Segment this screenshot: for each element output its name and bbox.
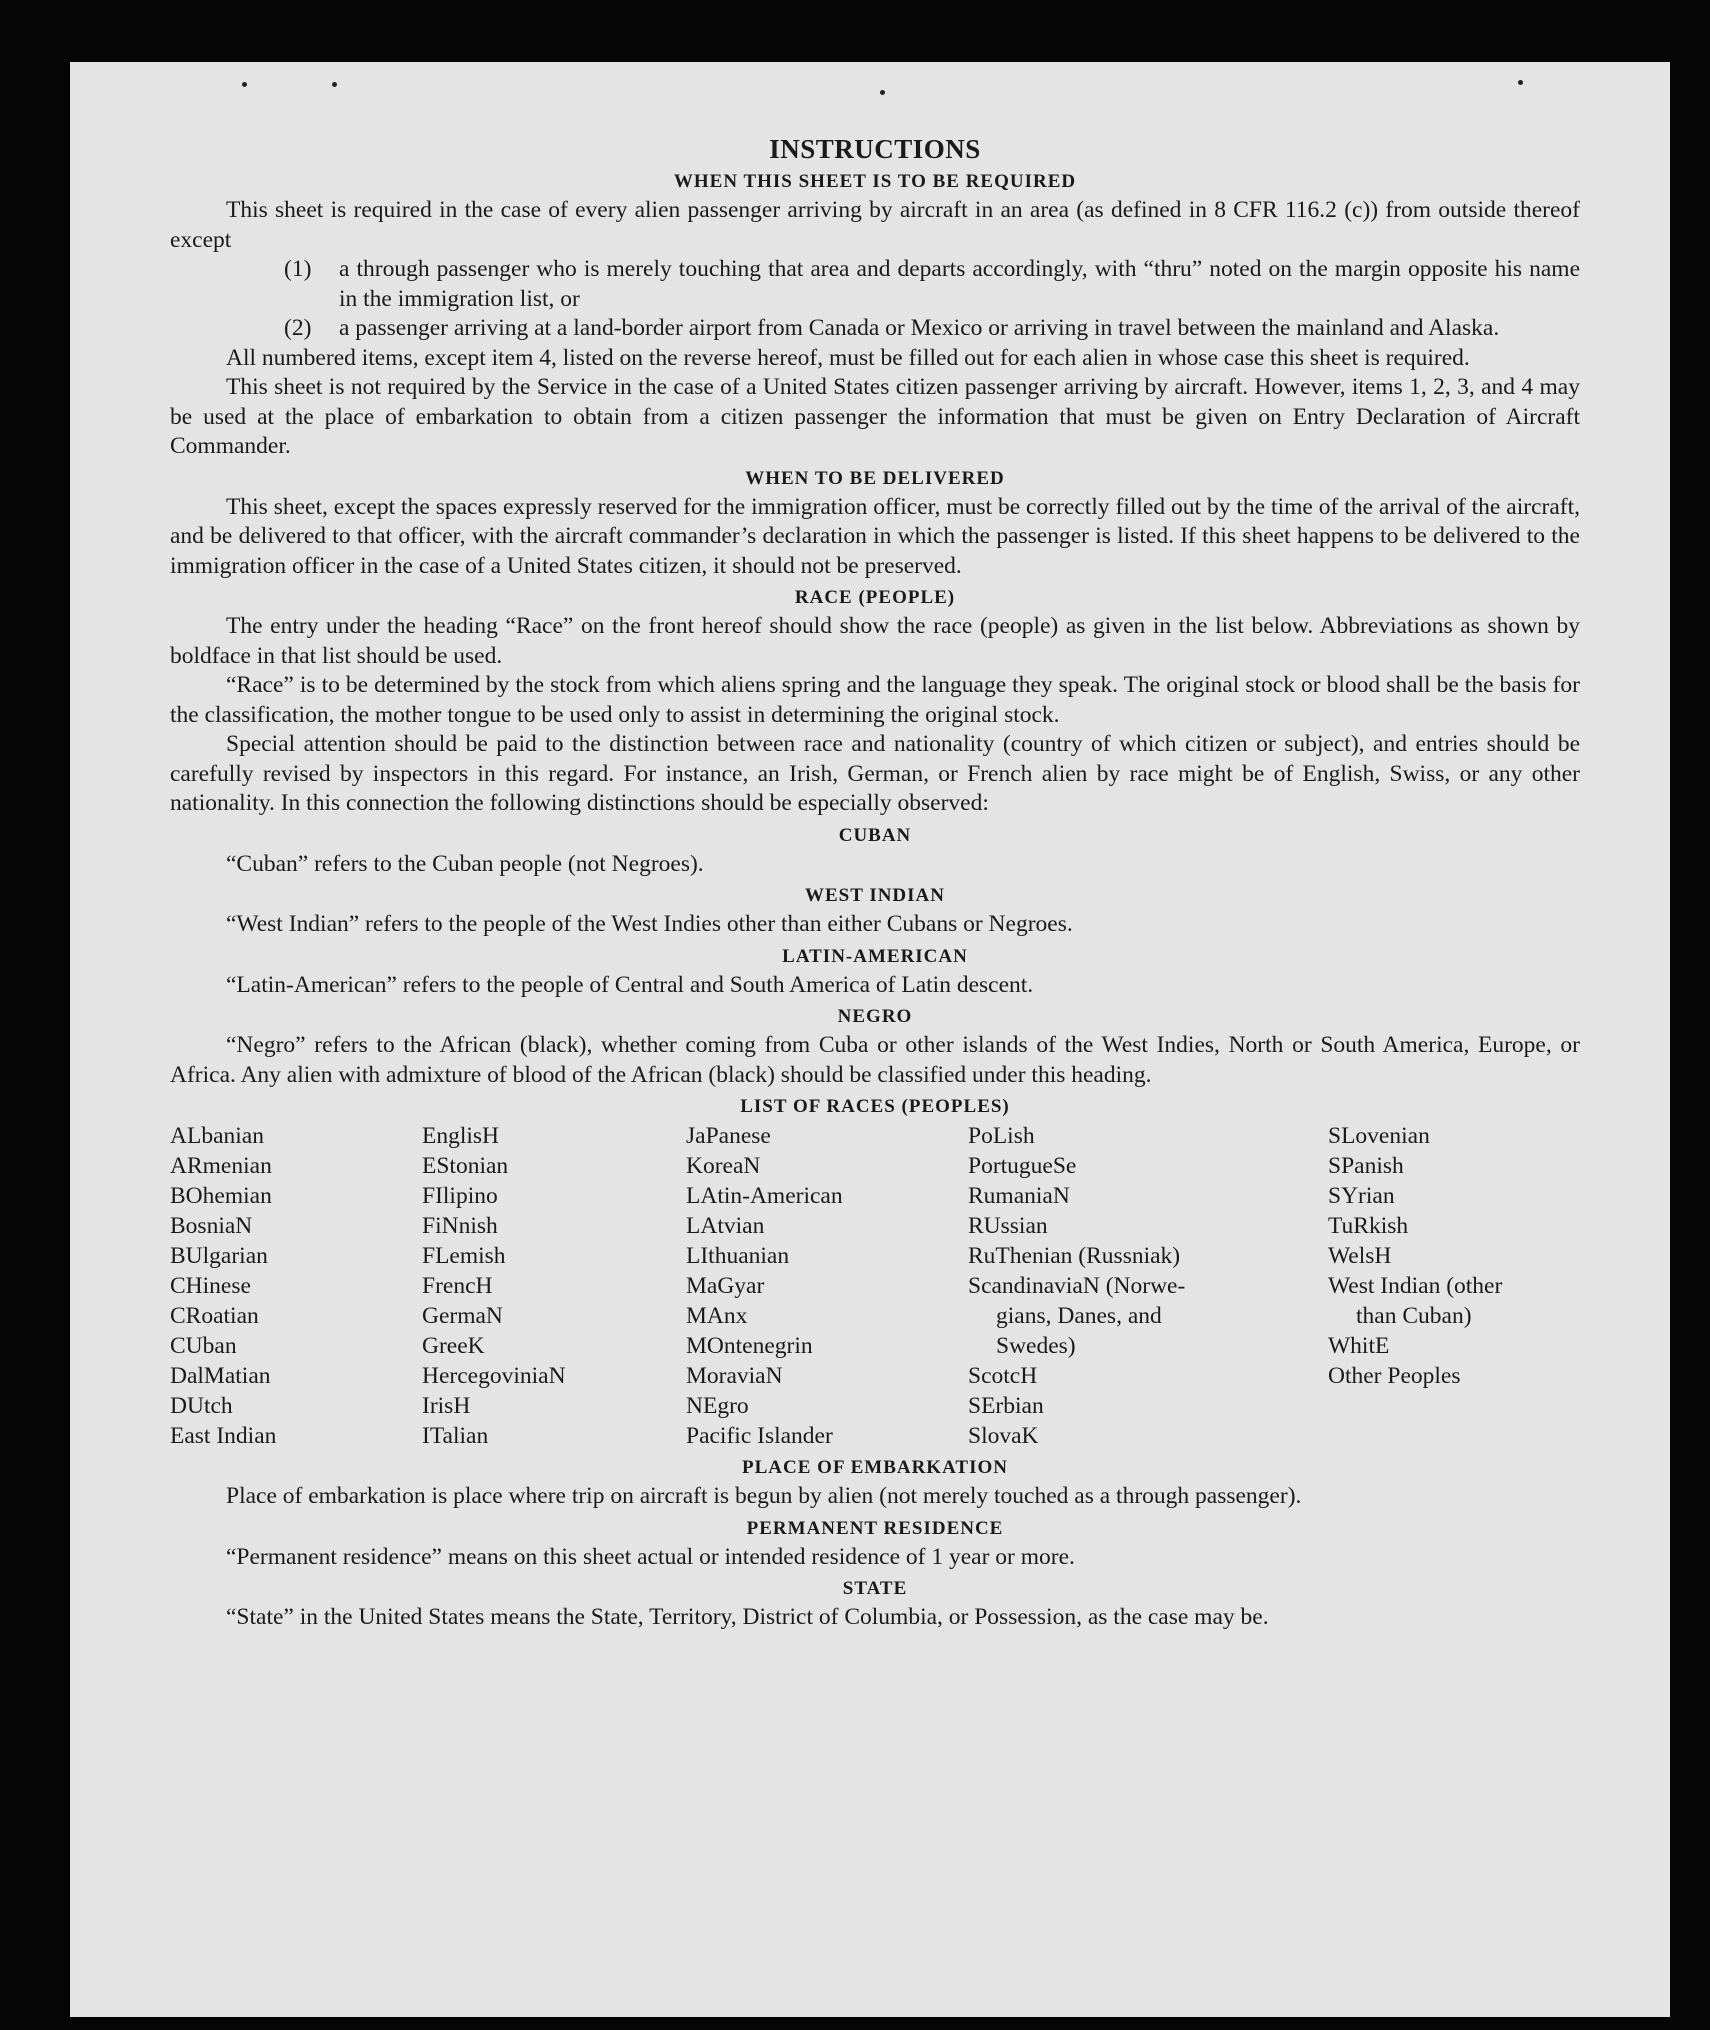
race-entry: MoraviaN	[686, 1363, 783, 1389]
section-heading-list-of-races: LIST OF RACES (PEOPLES)	[740, 1096, 1010, 1117]
section-heading-embarkation: PLACE OF EMBARKATION	[742, 1457, 1008, 1478]
paragraph: This sheet is required in the case of every alien passenger arriving by aircraft in an area (as defined in 8 CFR 116.2 (c)) from outside thereof except	[170, 197, 1580, 253]
section-heading-cuban: CUBAN	[838, 824, 912, 846]
section-heading-state: STATE	[842, 1578, 908, 1599]
race-entry: PortugueSe	[968, 1153, 1077, 1179]
race-entry: DUtch	[170, 1393, 233, 1419]
race-entry: RUssian	[968, 1213, 1048, 1239]
paragraph: “State” in the United States means the State, Territory, District of Columbia, or Possession, as the case may be.	[226, 1604, 1269, 1630]
race-entry: RuThenian (Russniak)	[968, 1243, 1181, 1269]
section-heading-west-indian: WEST INDIAN	[805, 885, 945, 906]
race-entry: CRoatian	[170, 1303, 259, 1329]
page-title: INSTRUCTIONS	[769, 134, 981, 164]
race-entry: WhitE	[1328, 1333, 1390, 1359]
race-entry: BosniaN	[170, 1213, 253, 1239]
paragraph: “Permanent residence” means on this sheet actual or intended residence of 1 year or more.	[226, 1543, 1075, 1570]
race-entry: NEgro	[686, 1393, 749, 1419]
race-entry: MaGyar	[686, 1273, 765, 1299]
paragraph: This sheet, except the spaces expressly reserved for the immigration officer, must be correctly filled out by the time of the arrival of the aircraft, and be delivered to that officer, with the aircraft commander’s declaration in which the passenger is listed. If this sheet happens to be delivered to the immigration officer in the case of a United States citizen, it should not be preserved.	[170, 493, 1580, 579]
race-entry: MOntenegrin	[686, 1333, 813, 1359]
race-entry: CHinese	[170, 1273, 251, 1299]
race-entry: ARmenian	[170, 1153, 272, 1179]
section-heading-permanent-residence: PERMANENT RESIDENCE	[746, 1517, 1004, 1539]
race-entry: LAtvian	[686, 1213, 765, 1239]
race-entry: EStonian	[422, 1153, 509, 1179]
section-heading-latin-american: LATIN-AMERICAN	[782, 945, 968, 967]
paragraph: Place of embarkation is place where trip on aircraft is begun by alien (not merely touched as a through passenger).	[226, 1483, 1302, 1509]
race-entry: BUlgarian	[170, 1243, 268, 1269]
race-entry: West Indian (other	[1328, 1273, 1503, 1299]
race-entry: gians, Danes, and	[996, 1303, 1162, 1329]
paragraph: All numbered items, except item 4, listed on the reverse hereof, must be filled out for each alien in whose case this sheet is required.	[226, 344, 1470, 371]
race-entry: ScotcH	[968, 1363, 1038, 1389]
race-entry: TuRkish	[1328, 1213, 1409, 1239]
paragraph: “Latin-American” refers to the people of Central and South America of Latin descent.	[226, 971, 1034, 998]
section-heading-when-delivered: WHEN TO BE DELIVERED	[745, 467, 1005, 489]
race-entry: SLovenian	[1328, 1123, 1430, 1149]
item-text: a through passenger who is merely touching that area and departs accordingly, with “thru” noted on the margin opposite his name in the immigration list, or	[339, 256, 1580, 312]
race-entry: IrisH	[422, 1393, 471, 1419]
scan-dot	[880, 90, 885, 95]
scan-dot	[1518, 80, 1523, 85]
race-entry: East Indian	[170, 1423, 277, 1449]
paragraph: This sheet is not required by the Service in the case of a United States citizen passenger arriving by aircraft. However, items 1, 2, 3, and 4 may be used at the place of embarkation to obtain from a citizen passenger the information that must be given on Entry Declaration of Aircraft Commander.	[170, 374, 1580, 459]
race-entry: ALbanian	[170, 1123, 264, 1149]
list-item	[284, 314, 1580, 344]
race-entry: WelsH	[1328, 1243, 1392, 1269]
race-entry: FIlipino	[422, 1183, 498, 1209]
paragraph: “West Indian” refers to the people of the West Indies other than either Cubans or Negroes.	[226, 911, 1073, 937]
races-column	[686, 1121, 968, 1451]
section-heading-when-required: WHEN THIS SHEET IS TO BE REQUIRED	[673, 171, 1077, 192]
races-column	[170, 1121, 422, 1451]
race-entry: Swedes)	[996, 1333, 1076, 1359]
races-list	[170, 1121, 1580, 1451]
paragraph: “Race” is to be determined by the stock from which aliens spring and the language they speak. The original stock or blood shall be the basis for the classification, the mother tongue to be used only to assist in determining the original stock.	[170, 672, 1580, 728]
scan-dot	[332, 82, 337, 87]
races-column	[1328, 1121, 1580, 1451]
race-entry: than Cuban)	[1356, 1303, 1472, 1329]
paragraph: “Negro” refers to the African (black), whether coming from Cuba or other islands of the West Indies, North or South America, Europe, or Africa. Any alien with admixture of blood of the African (black) should be classified under this heading.	[170, 1032, 1580, 1088]
race-entry: ITalian	[422, 1423, 489, 1449]
race-entry: FrencH	[422, 1273, 493, 1299]
race-entry: ScandinaviaN (Norwe-	[968, 1273, 1186, 1299]
race-entry: PoLish	[968, 1123, 1035, 1149]
races-column	[968, 1121, 1328, 1451]
race-entry: SlovaK	[968, 1423, 1039, 1449]
race-entry: HercegoviniaN	[422, 1363, 566, 1389]
race-entry: SYrian	[1328, 1183, 1395, 1209]
race-entry: Pacific Islander	[686, 1423, 833, 1449]
race-entry: LIthuanian	[686, 1243, 790, 1269]
races-column	[422, 1121, 686, 1451]
paragraph: Special attention should be paid to the distinction between race and nationality (country of which citizen or subject), and entries should be carefully revised by inspectors in this regard. For instance, an Irish, German, or French alien by race might be of English, Swiss, or any other nationality. In this connection the following distinctions should be especially observed:	[170, 731, 1580, 816]
race-entry: JaPanese	[686, 1123, 771, 1149]
race-entry: SErbian	[968, 1393, 1044, 1419]
paragraph: The entry under the heading “Race” on the front hereof should show the race (people) as given in the list below. Abbreviations as shown by boldface in that list should be used.	[170, 613, 1580, 669]
race-entry: KoreaN	[686, 1153, 761, 1179]
race-entry: SPanish	[1328, 1153, 1404, 1179]
race-entry: GreeK	[422, 1333, 485, 1359]
race-entry: RumaniaN	[968, 1183, 1070, 1209]
race-entry: FiNnish	[422, 1213, 498, 1239]
race-entry: BOhemian	[170, 1183, 272, 1209]
paragraph: “Cuban” refers to the Cuban people (not Negroes).	[226, 850, 704, 877]
race-entry: EnglisH	[422, 1123, 500, 1149]
race-entry: MAnx	[686, 1303, 748, 1329]
race-entry: GermaN	[422, 1303, 503, 1329]
item-number: (2)	[284, 315, 312, 341]
item-text: a passenger arriving at a land-border airport from Canada or Mexico or arriving in travel between the mainland and Alaska.	[339, 315, 1500, 341]
race-entry: FLemish	[422, 1243, 506, 1269]
list-item	[284, 255, 1580, 314]
document-page	[70, 62, 1670, 2017]
race-entry: CUban	[170, 1333, 237, 1359]
race-entry: DalMatian	[170, 1363, 271, 1389]
section-heading-negro: NEGRO	[837, 1006, 913, 1027]
scan-dot	[242, 82, 247, 87]
item-number: (1)	[284, 256, 312, 282]
race-entry: LAtin-American	[686, 1183, 843, 1209]
race-entry: Other Peoples	[1328, 1363, 1461, 1389]
section-heading-race: RACE (PEOPLE)	[794, 587, 956, 608]
